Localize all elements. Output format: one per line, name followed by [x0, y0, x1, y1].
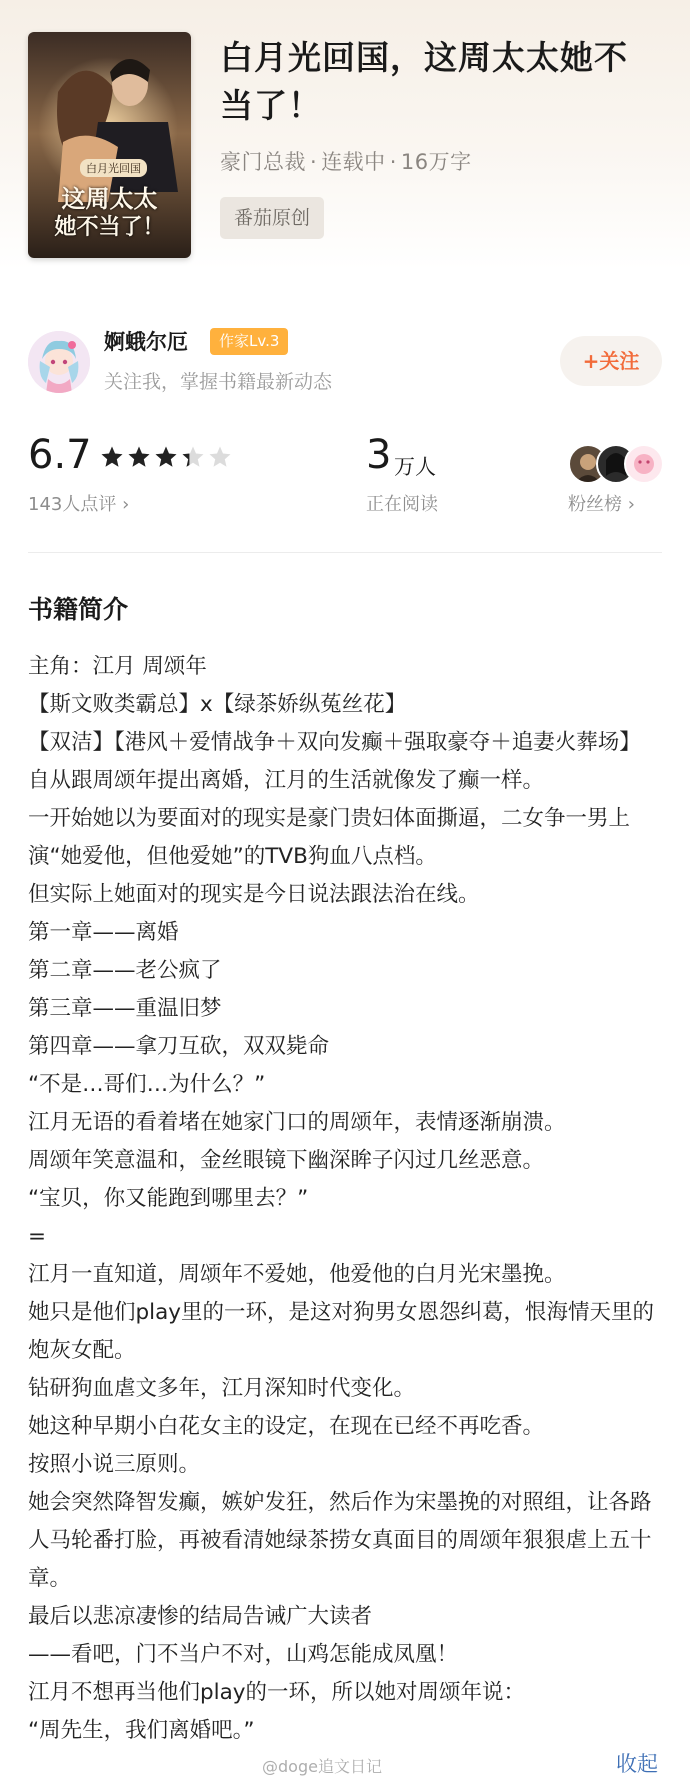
star-icon [181, 445, 205, 469]
intro-line: 她这种早期小白花女主的设定，在现在已经不再吃香。 [28, 1414, 545, 1439]
cover-title-line2: 她不当了！ [54, 214, 165, 240]
intro-line: 按照小说三原则。 [28, 1452, 201, 1477]
intro-line: 她会突然降智发癫，嫉妒发狂，然后作为宋墨挽的对照组，让各路人马轮番打脸，再被看清她绿茶捞女真面目的周颂年狠狠虐上五十章。 [28, 1490, 652, 1591]
meta-separator: · [310, 150, 318, 174]
watermark: @doge追文日记 [262, 1757, 382, 1776]
intro-line: 她只是他们play里的一环，是这对狗男女恩怨纠葛，恨海情天里的炮灰女配。 [28, 1300, 655, 1363]
author-level-badge: 作家Lv.3 [210, 328, 288, 355]
star-icon [127, 445, 151, 469]
intro-line: 第一章——离婚 [28, 920, 179, 945]
rating-count: 143人点评 [28, 494, 117, 515]
book-status: 连载中 [321, 150, 386, 174]
book-meta [220, 146, 472, 176]
rating-stars [100, 445, 235, 469]
intro-line: 最后以悲凉凄惨的结局告诫广大读者 [28, 1604, 373, 1629]
intro-line: 第三章——重温旧梦 [28, 996, 222, 1021]
intro-line: 【斯文败类霸总】x【绿茶娇纵菟丝花】 [28, 692, 407, 717]
book-word-count: 16万字 [400, 150, 472, 174]
intro-line: 但实际上她面对的现实是今日说法跟法治在线。 [28, 882, 480, 907]
intro-line: 第四章——拿刀互砍，双双毙命 [28, 1034, 330, 1059]
book-title: 白月光回国，这周太太她不当了！ [220, 38, 628, 125]
rating-count-link[interactable] [28, 490, 129, 516]
section-divider [28, 552, 662, 553]
intro-line: ——看吧，门不当户不对，山鸡怎能成凤凰！ [28, 1642, 459, 1667]
intro-line: 周颂年笑意温和，金丝眼镜下幽深眸子闪过几丝恶意。 [28, 1148, 545, 1173]
intro-line: 江月一直知道，周颂年不爱她，他爱他的白月光宋墨挽。 [28, 1262, 566, 1287]
intro-line: 自从跟周颂年提出离婚，江月的生活就像发了癫一样。 [28, 768, 545, 793]
intro-line: 【双洁】【港风＋爱情战争＋双向发癫＋强取豪夺＋追妻火葬场】 [28, 730, 641, 755]
fans-rank-label: 粉丝榜 [568, 494, 622, 515]
fans-avatars[interactable] [568, 444, 668, 482]
book-cover[interactable] [28, 32, 191, 258]
reading-unit: 万人 [394, 455, 436, 479]
star-icon [100, 445, 124, 469]
cover-title-line1: 这周太太 [61, 184, 158, 213]
intro-line: 一开始她以为要面对的现实是豪门贵妇体面撕逼，二女争一男上演“她爱他，但他爱她”的TVB狗血八点档。 [28, 806, 631, 869]
intro-line: “不是…哥们…为什么？” [28, 1072, 266, 1097]
intro-line: 江月不想再当他们play的一环，所以她对周颂年说： [28, 1680, 526, 1705]
cover-title-top: 白月光回国 [80, 159, 147, 177]
star-icon [154, 445, 178, 469]
follow-button[interactable]: +关注 [560, 336, 662, 386]
intro-line: 钻研狗血虐文多年，江月深知时代变化。 [28, 1376, 416, 1401]
intro-line: 主角：江月 周颂年 [28, 654, 207, 679]
intro-title: 书籍简介 [28, 595, 129, 624]
chevron-right-icon: › [627, 494, 635, 515]
author-subtitle: 关注我，掌握书籍最新动态 [104, 371, 333, 393]
chevron-right-icon: › [122, 494, 130, 515]
intro-line: “宝贝，你又能跑到哪里去？” [28, 1186, 309, 1211]
collapse-button[interactable]: 收起 [616, 1752, 658, 1776]
reading-label: 正在阅读 [366, 494, 438, 515]
star-icon [208, 445, 232, 469]
intro-line: “周先生，我们离婚吧。” [28, 1718, 255, 1743]
book-category: 豪门总裁 [220, 150, 306, 174]
rating-score: 6.7 [28, 432, 92, 478]
author-name[interactable]: 婀蛾尔厄 [104, 330, 188, 354]
intro-line: = [28, 1224, 47, 1249]
intro-line: 第二章——老公疯了 [28, 958, 222, 983]
fan-avatar [624, 444, 664, 484]
intro-text [28, 648, 664, 1750]
author-avatar[interactable] [28, 331, 90, 393]
book-tag[interactable]: 番茄原创 [220, 197, 324, 239]
reading-count: 3 [366, 432, 392, 478]
intro-line: 江月无语的看着堵在她家门口的周颂年，表情逐渐崩溃。 [28, 1110, 566, 1135]
fans-rank-link[interactable] [568, 490, 635, 516]
meta-separator: · [389, 150, 397, 174]
